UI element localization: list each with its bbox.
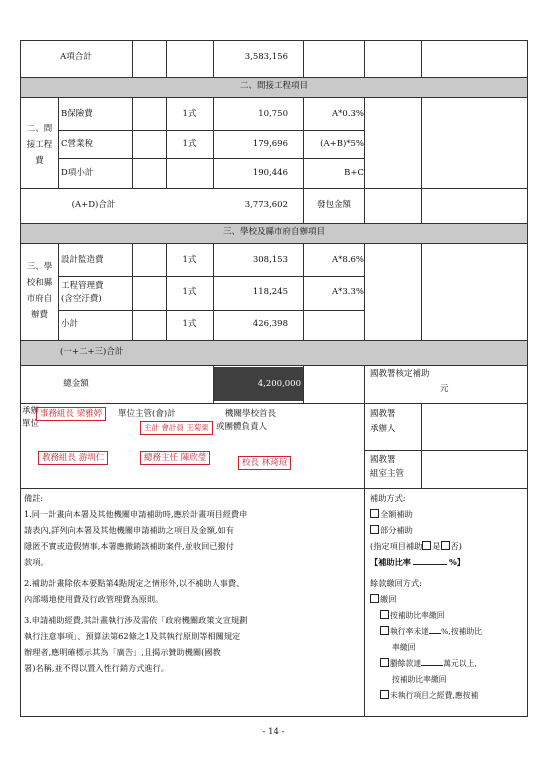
rule: [20, 403, 528, 404]
checkbox[interactable]: [380, 690, 389, 699]
subsidy-rate-label: 【補助比率: [370, 557, 411, 567]
item-unit: 1式: [182, 139, 197, 149]
item-name: 小計: [61, 319, 79, 329]
contract-amount-label: 發包金額: [316, 200, 351, 210]
subsidy-title: 補助方式:: [370, 493, 406, 503]
moe-handler-label: 承辦人: [370, 424, 396, 434]
item-amount: 190,446: [252, 168, 288, 178]
rule: [58, 276, 364, 277]
rule: [364, 243, 365, 340]
checkbox[interactable]: [380, 626, 389, 635]
refund-opt2-label: %,按補助比: [440, 627, 483, 636]
item-name: 工程管理費: [61, 281, 104, 291]
item-amount: 308,153: [252, 255, 288, 265]
item-unit: 1式: [182, 287, 197, 297]
rule: [421, 243, 422, 340]
refund-opt3-label: 萬元以上,: [443, 659, 477, 668]
remarks-line: 內部場地使用費及行政管理費為原則。: [24, 594, 164, 604]
rule: [364, 97, 365, 223]
rule: [58, 97, 59, 188]
subtotal-ad-amount: 3,773,602: [244, 200, 288, 210]
refund-opt4-label: 未執行項目之經費,應按補: [390, 691, 479, 700]
rule: [364, 450, 528, 451]
refund-opt2[interactable]: [380, 624, 482, 640]
checkbox[interactable]: [380, 658, 389, 667]
refund-opt1-label: 按補助比率繳回: [390, 611, 445, 620]
remarks-line: 請表內,詳列向本署及其他機關申請補助之項目及金額,如有: [24, 525, 234, 535]
item-unit: 1式: [182, 109, 197, 119]
subsidy-yes-label: 是: [432, 541, 441, 551]
item-name: C營業稅: [61, 139, 94, 149]
subsidy-no-label: 否): [450, 541, 462, 551]
remarks-line: 執行注意事項」、預算法第62條之1及其執行原則等相關規定: [24, 631, 241, 641]
subsidy-designated-label: (指定項目補助: [370, 541, 423, 551]
seal-stamp: 校長 林琦瑄: [238, 456, 291, 470]
remarks-line: 3.申請補助經費,其計畫執行涉及需依「政府機關政策文宣規劃: [24, 615, 248, 625]
refund-opt4[interactable]: [380, 688, 478, 704]
remarks-line: 1.同一計畫向本署及其他機關申請補助時,應於計畫項目經費申: [24, 509, 248, 519]
rule: [58, 310, 364, 311]
sig-unit-label: 單位: [22, 419, 40, 429]
rule: [20, 488, 528, 489]
rule: [20, 340, 528, 341]
remarks-line: 2.補助計畫除依本要點第4點規定之情形外,以不補助人事費、: [24, 578, 245, 588]
moe-chief-label: 組室主管: [370, 469, 405, 479]
item-name-sub: (含空汙費): [61, 294, 102, 304]
item-name: 設計監造費: [61, 255, 104, 265]
seal-stamp: 事務組長 梁雅婷: [36, 407, 106, 421]
remarks-line: 隱匿不實或造假情事,本署應撤銷該補助案件,並收回已撥付: [24, 541, 234, 551]
rule: [20, 97, 528, 98]
item-name: B保險費: [61, 109, 93, 119]
combined-total-label: (一+二+三)合計: [60, 347, 124, 357]
sig-chief-label: 單位主管(會)計: [118, 409, 176, 419]
rule: [421, 403, 422, 488]
rule: [58, 158, 364, 159]
item-unit: 1式: [182, 255, 197, 265]
rule: [303, 365, 304, 403]
rule: [166, 40, 167, 77]
blank[interactable]: [421, 665, 443, 666]
rate-blank[interactable]: [413, 564, 447, 565]
sig-head-label: 或團體負責人: [216, 422, 268, 432]
page-number: - 14 -: [262, 727, 285, 737]
item-formula: A*0.3%: [332, 109, 364, 119]
rule: [20, 77, 528, 78]
section3-group-label: 三、學: [26, 262, 53, 272]
subsidy-partial[interactable]: [370, 523, 413, 539]
moe-handler-label: 國教署: [370, 409, 396, 419]
refund-return[interactable]: [370, 592, 396, 608]
seal-stamp: 總務主任 陳欣瑩: [140, 451, 210, 465]
item-formula: A*3.3%: [332, 287, 364, 297]
checkbox[interactable]: [370, 594, 379, 603]
remarks-title: 備註:: [24, 493, 44, 503]
subtotal-ad-label: (A+D)合計: [71, 200, 116, 210]
item-amount: 179,696: [252, 139, 288, 149]
remarks-line: 辦理者,應明確標示其為「廣告」,且揭示贊助機關(國教: [24, 647, 221, 657]
subsidy-rate-unit: %】: [448, 557, 465, 567]
refund-return-label: 繳回: [380, 594, 397, 604]
item-formula: (A+B)*5%: [320, 139, 364, 149]
subsidy-partial-label: 部分補助: [380, 525, 413, 535]
seal-stamp: 教務組長 游圳仁: [38, 451, 108, 465]
section3-title: 三、學校及縣市府自辦項目: [222, 227, 325, 237]
subsidy-rate: [370, 555, 465, 571]
rule: [20, 188, 528, 189]
refund-opt2-cont: 率繳回: [392, 643, 416, 652]
section3-group-label: 市府自: [26, 294, 53, 304]
item-name: D項小計: [61, 168, 94, 178]
remarks-line: 署)名稱,並不得以置入性行銷方式進行。: [24, 663, 169, 673]
section2-group-label: 二、間: [26, 124, 53, 134]
subsidy-full[interactable]: [370, 507, 413, 523]
row-a-label: A項合計: [60, 52, 92, 62]
refund-opt3[interactable]: [380, 656, 477, 672]
rule: [421, 97, 422, 223]
rule: [58, 130, 364, 131]
refund-opt3-cont: 按補助比率繳回: [392, 675, 447, 684]
checkbox[interactable]: [441, 541, 450, 550]
moe-approved-label: 國教署核定補助: [370, 369, 430, 379]
rule: [421, 40, 422, 77]
checkbox[interactable]: [370, 525, 379, 534]
rule: [364, 365, 365, 488]
item-amount: 426,398: [252, 319, 288, 329]
grand-total-label: 總金額: [63, 379, 89, 389]
moe-approved-unit: 元: [440, 384, 449, 394]
sig-head-label: 機關學校首長: [225, 409, 277, 419]
refund-title: 餘款繳回方式:: [370, 578, 422, 588]
rule: [132, 97, 133, 188]
rule: [364, 488, 365, 717]
item-amount: 118,245: [252, 287, 288, 297]
subsidy-designated: [370, 539, 462, 555]
rule: [132, 40, 133, 77]
rule: [58, 243, 59, 340]
rule: [303, 40, 304, 77]
item-unit: 1式: [182, 319, 197, 329]
section2-title: 二、間接工程項目: [239, 81, 308, 91]
grand-total-amount: 4,200,000: [257, 379, 301, 389]
refund-opt3-label: 賸餘款達: [390, 659, 422, 668]
checkbox[interactable]: [380, 610, 389, 619]
rule: [20, 223, 528, 224]
item-formula: B+C: [344, 168, 364, 178]
blank[interactable]: [429, 633, 441, 634]
refund-opt2-label: 執行率未達: [390, 627, 429, 636]
checkbox[interactable]: [370, 509, 379, 518]
section2-group-label: 費: [35, 156, 44, 166]
section2-group-label: 接工程: [26, 140, 53, 150]
subsidy-full-label: 全額補助: [380, 509, 413, 519]
moe-chief-label: 國教署: [370, 455, 396, 465]
rule: [364, 40, 365, 77]
item-amount: 10,750: [258, 109, 288, 119]
seal-stamp: 主計 會計員 王菊東: [140, 421, 213, 435]
section3-group-label: 辦費: [30, 310, 48, 320]
sig-unit-label: 承辦: [22, 406, 40, 416]
checkbox[interactable]: [422, 541, 431, 550]
item-formula: A*8.6%: [332, 255, 364, 265]
remarks-line: 款項。: [24, 557, 49, 567]
refund-opt1[interactable]: [380, 608, 445, 624]
row-a-amount: 3,583,156: [244, 52, 288, 62]
section3-group-label: 校和縣: [26, 278, 53, 288]
rule: [132, 243, 133, 340]
rule: [20, 365, 528, 366]
rule: [20, 243, 528, 244]
